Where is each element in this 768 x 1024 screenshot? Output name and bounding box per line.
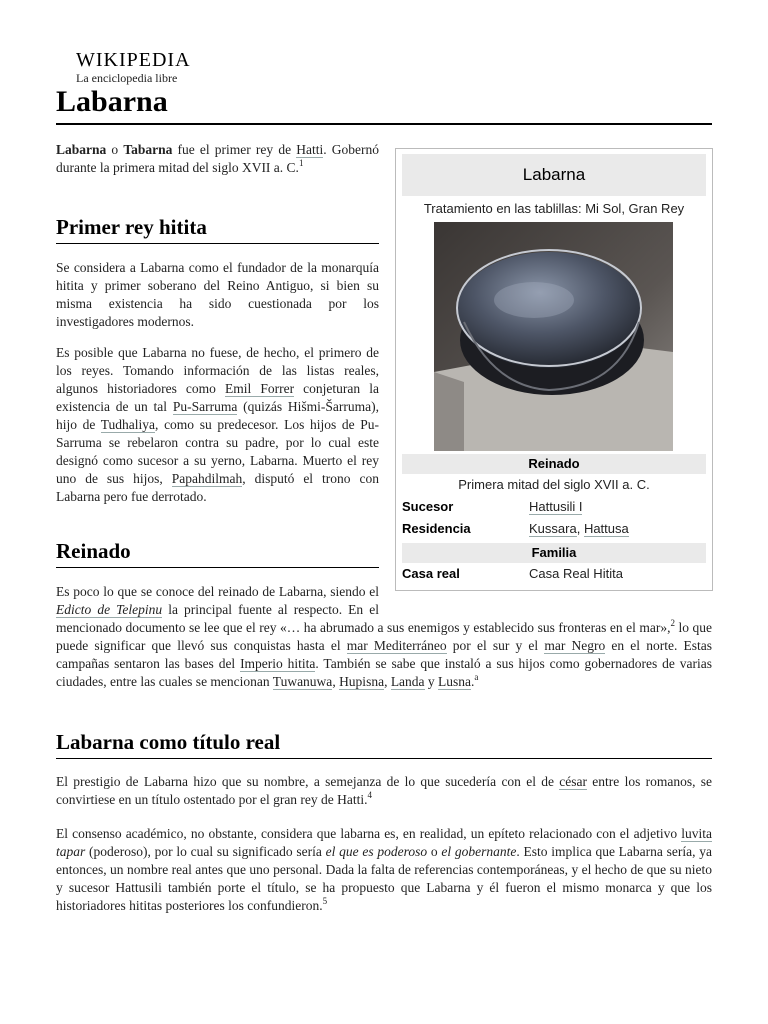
paragraph-prestigio: El prestigio de Labarna hizo que su nombre, a semejanza de lo que sucedería con el de césar entre los romanos, se convirtiese en un título ostentado por el gran rey de Hatti.$^4$ (56, 774, 712, 807)
intro-name: Labarna (56, 142, 107, 157)
link-landa[interactable]: Landa (390, 674, 425, 689)
heading-reinado: Reinado (56, 537, 379, 568)
ref-2[interactable]: 2 (670, 618, 675, 628)
paragraph-consenso: El consenso académico, no obstante, considera que labarna es, en realidad, un epíteto relacionado con el adjetivo luvita tapar (poderoso), por lo cual su significado sería el que es poderoso o el gobernante. Esto implica que Labarna sería, ya entonces, un nombre real antes que uno personal. Dada la falta de referencias contemporáneas, y el hecho de que su nieto y sucesor Hattusili también porte el título, se ha propuesto que Labarna y él fueron el mismo monarca y que los historiadores hititas posteriores los confundieron.$^5$ (56, 826, 713, 913)
heading-primer-rey: Primer rey hitita (56, 213, 379, 244)
link-lusna[interactable]: Lusna (438, 674, 472, 689)
logo-subtitle: La enciclopedia libre (76, 71, 178, 85)
link-mar-mediterraneo[interactable]: mar Mediterráneo (346, 638, 447, 653)
link-hupisna[interactable]: Hupisna (339, 674, 385, 689)
intro-alt-name: Tabarna (123, 142, 173, 157)
wikipedia-logo[interactable] (76, 50, 191, 85)
link-emil-forrer[interactable]: Emil Forrer (225, 381, 295, 396)
paragraph-reinado: Es poco lo que se conoce del reinado de Labarna, siendo el Edicto de Telepinu la principal fuente al respecto. En el mencionado documento se lee que el rey «… ha abrumado a sus enemigos y establecido sus fronteras en el mar»,$^2$ lo que puede significar que llevó sus conquistas hasta el mar Mediterráneo por el sur y el mar Negro en el norte. Estas campañas sentaron las bases del Imperio hitita. También se sabe que instaló a sus hijos como gobernadores de varias ciudades, entre las cuales se mencionan Tuwanuwa, Hupisna, Landa y Lusna.$^a$ (56, 584, 712, 689)
ref-1[interactable]: 1 (298, 158, 304, 168)
casa-real-value: Casa Real Hitita (529, 566, 623, 581)
residencia-value: Kussara, Hattusa (529, 521, 629, 536)
link-kussara[interactable]: Kussara (529, 521, 577, 536)
intro-paragraph: Labarna o Tabarna fue el primer rey de Hatti. Gobernó durante la primera mitad del siglo XVII a. C.$^1$ (56, 142, 379, 175)
link-papahdilmah[interactable]: Papahdilmah (171, 471, 243, 486)
paragraph-posible: Es posible que Labarna no fuese, de hecho, el primero de los reyes. Tomando información de las listas reales, algunos historiadores como Emil Forrer conjeturan la existencia de un tal Pu-Sarruma (quizás Hišmi-Šarruma), hijo de Tudhaliya, como su predecesor. Los hijos de Pu-Sarruma se rebelaron contra su padre, por lo cual este designó como sucesor a su yerno, Labarna. Muerto el rey uno de sus hijos, Papahdilmah, disputó el trono con Labarna pero fue derrotado. (56, 345, 379, 504)
infobox-title: Labarna (402, 154, 706, 196)
ref-4[interactable]: 4 (367, 790, 373, 800)
reinado-header: Reinado (402, 454, 706, 474)
reinado-value: Primera mitad del siglo XVII a. C. (458, 477, 650, 492)
bowl-photo[interactable] (434, 222, 673, 451)
note-a[interactable]: a (474, 672, 479, 682)
link-tuwanuwa[interactable]: Tuwanuwa (272, 674, 333, 689)
sucesor-label: Sucesor (402, 499, 454, 514)
casa-real-label: Casa real (402, 566, 460, 581)
paragraph-fundador: Se considera a Labarna como el fundador de la monarquía hitita y primer soberano del Reino Antiguo, si bien su misma existencia ha sido cuestionada por los investigadores modernos. (56, 260, 379, 329)
link-pu-sarruma[interactable]: Pu-Sarruma (172, 399, 238, 414)
infobox-tratamiento: Tratamiento en las tablillas: Mi Sol, Gran Rey (423, 201, 685, 216)
link-edicto-telepinu[interactable]: Edicto de Telepinu (56, 602, 163, 617)
link-cesar[interactable]: césar (559, 774, 588, 789)
heading-titulo-real: Labarna como título real (56, 728, 712, 759)
link-hattusa[interactable]: Hattusa (583, 521, 629, 536)
link-hattusili[interactable]: Hattusili I (529, 499, 583, 514)
residencia-label: Residencia (402, 521, 471, 536)
page-title: Labarna (56, 82, 712, 125)
link-luvita[interactable]: luvita (681, 826, 712, 841)
link-hatti[interactable]: Hatti (296, 142, 324, 157)
link-tudhaliya[interactable]: Tudhaliya (100, 417, 156, 432)
ref-5[interactable]: 5 (322, 896, 328, 906)
infobox (395, 148, 713, 591)
familia-header: Familia (402, 543, 706, 563)
logo-title: WIKIPEDIA (76, 49, 191, 71)
link-mar-negro[interactable]: mar Negro (544, 638, 606, 653)
link-imperio-hitita[interactable]: Imperio hitita (240, 656, 316, 671)
